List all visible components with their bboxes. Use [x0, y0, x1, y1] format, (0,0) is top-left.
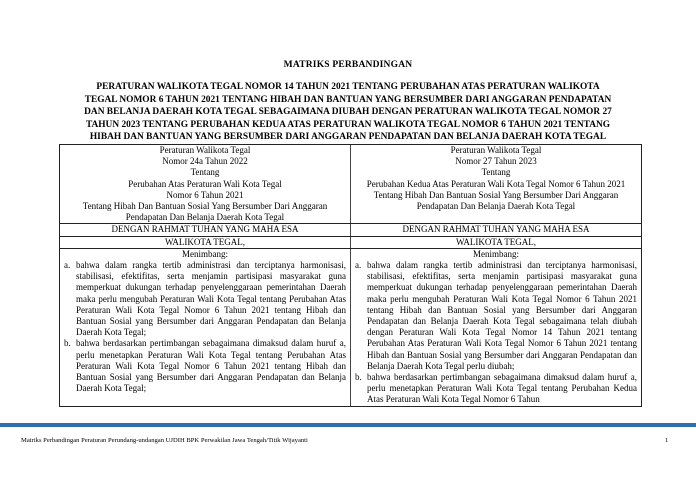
page-number: 1 — [665, 437, 669, 444]
list-item — [64, 260, 346, 338]
item-marker: b. — [64, 338, 71, 349]
item-marker: a. — [355, 260, 362, 271]
header-line: Pendapatan Dan Belanja Daerah Kota Tegal — [416, 201, 576, 212]
item-text: bahwa berdasarkan pertimbangan sebagaimana dimaksud dalam huruf a, perlu menetapkan Peraturan Wali Kota Tegal tentang Perubahan Kedua Atas Peraturan Wali Kota Tegal Nomor 6 Tahun — [367, 372, 637, 405]
list-item — [355, 260, 637, 372]
regulation-title-line: TAHUN 2023 TENTANG PERUBAHAN KEDUA ATAS PERATURAN WALIKOTA TEGAL NOMOR 6 TAHUN 2021 TENTANG — [85, 119, 611, 130]
footer-text: Matriks Perbandingan Peraturan Perundang-undangan UJDIH BPK Perwakilan Jawa Tengah/Titik Wijayanti — [21, 437, 308, 444]
regulation-title-line: TEGAL NOMOR 6 TAHUN 2021 TENTANG HIBAH DAN BANTUAN YANG BERSUMBER DARI ANGGARAN PENDAPATAN — [84, 94, 612, 105]
regulation-title-line: HIBAH DAN BANTUAN YANG BERSUMBER DARI ANGGARAN PENDAPATAN DAN BELANJA DAERAH KOTA TEGAL — [89, 132, 607, 143]
right-rahmat: DENGAN RAHMAT TUHAN YANG MAHA ESA — [351, 224, 642, 236]
header-line: Perubahan Atas Peraturan Wali Kota Tegal — [128, 178, 282, 189]
list-item — [355, 372, 637, 406]
header-line: Peraturan Walikota Tegal — [159, 145, 251, 155]
left-regulation-header — [60, 145, 351, 224]
item-text: bahwa dalam rangka tertib administrasi dan terciptanya harmonisasi, stabilisasi, efektifitas, serta menjamin partisipasi masyarakat guna memperkuat dukungan terhadap penyelenggaraan pemerintahan Daerah maka perlu mengubah Peraturan Wali Kota Tegal tentang Perubahan Atas Peraturan Wali Kota Tegal Nomor 6 Tahun 2021 tentang Hibah dan Bantuan Sosial yang Bersumber dari Anggaran Pendapatan dan Belanja Daerah Kota Tegal; — [76, 260, 346, 338]
header-line: Perubahan Kedua Atas Peraturan Wali Kota Tegal Nomor 6 Tahun 2021 — [366, 178, 626, 189]
header-line: Nomor 27 Tahun 2023 — [455, 156, 537, 167]
menimbang-label: Menimbang: — [182, 248, 228, 259]
list-item — [64, 338, 346, 394]
header-line: Tentang Hibah Dan Bantuan Sosial Yang Bersumber Dari Anggaran — [82, 201, 328, 212]
regulation-title-line: PERATURAN WALIKOTA TEGAL NOMOR 14 TAHUN 2021 TENTANG PERUBAHAN ATAS PERATURAN WALIKOTA — [96, 82, 600, 92]
comparison-table — [59, 144, 642, 407]
rahmat-row — [60, 224, 642, 236]
right-menimbang-cell — [351, 248, 642, 406]
menimbang-row — [60, 248, 642, 406]
header-line: Peraturan Walikota Tegal — [450, 145, 542, 155]
item-marker: a. — [64, 260, 71, 271]
right-walikota: WALIKOTA TEGAL, — [351, 236, 642, 248]
header-line: Tentang Hibah Dan Bantuan Sosial Yang Bersumber Dari Anggaran — [373, 189, 619, 200]
item-text: bahwa dalam rangka tertib administrasi dan terciptanya harmonisasi, stabilisasi, efektifitas, serta menjamin partisipasi masyarakat guna memperkuat dukungan terhadap penyelenggaraan pemerintahan Daerah maka perlu mengubah Peraturan Wali Kota Tegal Nomor 6 Tahun 2021 tentang Hibah dan Bantuan Sosial yang Bersumber dari Anggaran Pendapatan dan Belanja Daerah Kota Tegal sebagaimana telah diubah dengan Peraturan Wali Kota Tegal Nomor 14 Tahun 2021 tentang Perubahan Atas Peraturan Wali Kota Tegal Nomor 6 Tahun 2021 tentang Hibah dan Bantuan Sosial yang Bersumber dari Anggaran Pendapatan dan Belanja Daerah Kota Tegal perlu diubah; — [367, 260, 637, 371]
regulation-title — [58, 81, 638, 144]
left-walikota: WALIKOTA TEGAL, — [60, 236, 351, 248]
left-rahmat: DENGAN RAHMAT TUHAN YANG MAHA ESA — [60, 224, 351, 236]
header-line: Nomor 24a Tahun 2022 — [162, 156, 248, 167]
menimbang-label: Menimbang: — [473, 248, 519, 259]
regulation-title-line: DAN BELANJA DAERAH KOTA TEGAL SEBAGAIMANA DIUBAH DENGAN PERATURAN WALIKOTA TEGAL NOMOR 27 — [84, 107, 612, 118]
header-line: Pendapatan Dan Belanja Daerah Kota Tegal — [125, 212, 285, 223]
header-line: Tentang — [190, 167, 220, 178]
left-menimbang-cell — [60, 248, 351, 406]
item-text: bahwa berdasarkan pertimbangan sebagaimana dimaksud dalam huruf a, perlu menetapkan Peraturan Wali Kota Tegal tentang Perubahan Atas Peraturan Wali Kota Tegal Nomor 6 Tahun 2021 tentang Hibah dan Bantuan Sosial yang Bersumber dari Anggaran Pendapatan dan Belanja Daerah Kota Tegal; — [76, 338, 346, 394]
header-line: Nomor 6 Tahun 2021 — [166, 189, 244, 200]
document-title: MATRIKS PERBANDINGAN — [283, 60, 413, 70]
header-line: Tentang — [481, 167, 511, 178]
walikota-row — [60, 236, 642, 248]
right-regulation-header — [351, 145, 642, 224]
table-header-row — [60, 145, 642, 224]
item-marker: b. — [355, 372, 362, 383]
footer-divider — [0, 423, 696, 427]
